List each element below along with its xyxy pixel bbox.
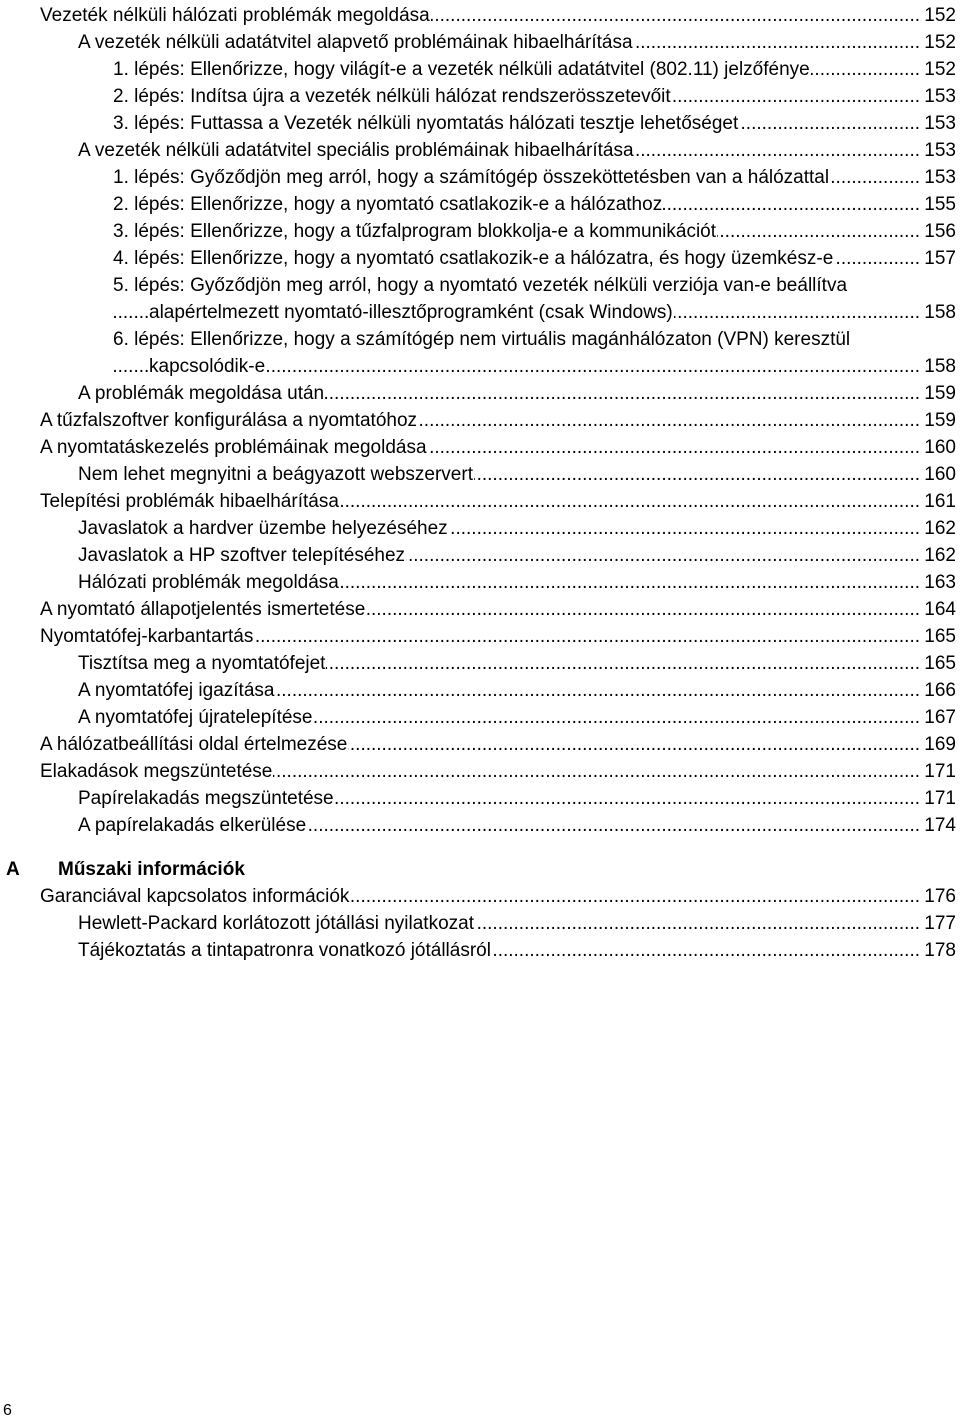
toc-entry-title: 2. lépés: Indítsa újra a vezeték nélküli hálózat rendszerösszetevőit <box>113 86 671 107</box>
toc-entry-page: 152 <box>923 29 956 56</box>
toc-entry-page: 171 <box>923 785 956 812</box>
toc-entry[interactable] <box>40 488 956 515</box>
toc-entry-page: 174 <box>923 812 956 839</box>
toc-entry-page: 153 <box>923 137 956 164</box>
toc-entry-title: 4. lépés: Ellenőrizze, hogy a nyomtató csatlakozik-e a hálózatra, és hogy üzemkész-e <box>113 248 834 269</box>
toc-entry[interactable] <box>113 272 956 326</box>
toc-entry[interactable] <box>40 2 956 29</box>
toc-entry-page: 164 <box>923 596 956 623</box>
toc-entry[interactable] <box>113 191 956 218</box>
toc-entry[interactable] <box>113 56 956 83</box>
toc-entry-title: A vezeték nélküli adatátvitel alapvető problémáinak hibaelhárítása <box>78 32 633 53</box>
toc-entry[interactable] <box>113 245 956 272</box>
toc-entry-page: 156 <box>923 218 956 245</box>
toc-entry[interactable] <box>113 83 956 110</box>
toc-entry[interactable] <box>78 704 956 731</box>
toc-entry-title: 2. lépés: Ellenőrizze, hogy a nyomtató csatlakozik-e a hálózathoz <box>113 194 663 215</box>
appendix-title: Műszaki információk <box>58 859 245 880</box>
toc-entry-page: 152 <box>923 2 956 29</box>
toc-entry-title: 3. lépés: Ellenőrizze, hogy a tűzfalprogram blokkolja-e a kommunikációt <box>113 221 717 242</box>
toc-entry-page: 176 <box>923 883 956 910</box>
toc-entry-page: 158 <box>923 353 956 380</box>
toc-entry-title: A nyomtatáskezelés problémáinak megoldása <box>40 437 427 458</box>
toc-entry-page: 159 <box>923 380 956 407</box>
toc-entry[interactable] <box>78 677 956 704</box>
toc-entry-page: 166 <box>923 677 956 704</box>
toc-main-list <box>40 2 956 839</box>
toc-entry-title: Tájékoztatás a tintapatronra vonatkozó jótállásról <box>78 940 491 961</box>
toc-entry-title: 3. lépés: Futtassa a Vezeték nélküli nyomtatás hálózati tesztje lehetőséget <box>113 113 739 134</box>
toc-entry-title: A problémák megoldása után <box>78 383 325 404</box>
toc-entry[interactable] <box>40 623 956 650</box>
toc-entry-page: 171 <box>923 758 956 785</box>
toc-entry-title: A papírelakadás elkerülése <box>78 815 307 836</box>
toc-entry-title: Vezeték nélküli hálózati problémák megoldása <box>40 5 430 26</box>
toc-entry[interactable] <box>78 650 956 677</box>
toc-entry-page: 155 <box>923 191 956 218</box>
toc-entry-page: 167 <box>923 704 956 731</box>
appendix-letter: A <box>6 859 20 880</box>
toc-entry-page: 169 <box>923 731 956 758</box>
page-number: 6 <box>3 1402 12 1419</box>
toc-entry-page: 160 <box>923 434 956 461</box>
toc-entry[interactable] <box>78 542 956 569</box>
toc-entry-page: 165 <box>923 623 956 650</box>
toc-entry-title: A hálózatbeállítási oldal értelmezése <box>40 734 348 755</box>
toc-entry[interactable] <box>113 218 956 245</box>
toc-entry[interactable] <box>78 785 956 812</box>
toc-entry-title: Telepítési problémák hibaelhárítása <box>40 491 339 512</box>
toc-entry-page: 153 <box>923 83 956 110</box>
toc-entry-page: 162 <box>923 515 956 542</box>
toc-entry[interactable] <box>40 731 956 758</box>
toc-entry-page: 160 <box>923 461 956 488</box>
toc-entry[interactable] <box>40 596 956 623</box>
toc-entry[interactable] <box>78 910 956 937</box>
toc-entry-title: Garanciával kapcsolatos információk <box>40 886 350 907</box>
toc-entry[interactable] <box>40 407 956 434</box>
toc-entry-title: Hálózati problémák megoldása <box>78 572 339 593</box>
toc-appendix-list <box>40 883 956 964</box>
toc-entry[interactable] <box>113 110 956 137</box>
toc-entry[interactable] <box>78 812 956 839</box>
table-of-contents <box>6 2 956 964</box>
toc-entry-title: A vezeték nélküli adatátvitel speciális problémáinak hibaelhárítása <box>78 140 634 161</box>
toc-entry-title: A nyomtatófej újratelepítése <box>78 707 313 728</box>
toc-entry-title: Elakadások megszüntetése <box>40 761 273 782</box>
toc-entry-title: 6. lépés: Ellenőrizze, hogy a számítógép nem virtuális magánhálózaton (VPN) keresztül kapcsolódik-e <box>113 329 851 377</box>
toc-entry-page: 153 <box>923 110 956 137</box>
toc-entry-page: 157 <box>923 245 956 272</box>
toc-entry[interactable] <box>78 137 956 164</box>
toc-entry-title: A nyomtatófej igazítása <box>78 680 275 701</box>
toc-entry-title: 5. lépés: Győződjön meg arról, hogy a nyomtató vezeték nélküli verziója van-e beállítva alapértelmezett nyomtató-illesztőprogramként (csak Windows) <box>113 275 848 323</box>
toc-entry-title: Hewlett-Packard korlátozott jótállási nyilatkozat <box>78 913 475 934</box>
toc-entry-page: 163 <box>923 569 956 596</box>
toc-entry[interactable] <box>78 937 956 964</box>
toc-entry-title: Tisztítsa meg a nyomtatófejet <box>78 653 326 674</box>
toc-entry-page: 153 <box>923 164 956 191</box>
toc-entry-page: 159 <box>923 407 956 434</box>
toc-entry-title: Papírelakadás megszüntetése <box>78 788 334 809</box>
toc-entry[interactable] <box>78 569 956 596</box>
toc-entry-title: A tűzfalszoftver konfigurálása a nyomtatóhoz <box>40 410 418 431</box>
toc-entry-page: 152 <box>923 56 956 83</box>
toc-entry-title: Javaslatok a hardver üzembe helyezéséhez <box>78 518 448 539</box>
toc-entry-page: 165 <box>923 650 956 677</box>
toc-entry-page: 177 <box>923 910 956 937</box>
toc-entry[interactable] <box>78 380 956 407</box>
toc-entry[interactable] <box>113 326 956 380</box>
toc-entry-title: Nem lehet megnyitni a beágyazott webszervert <box>78 464 473 485</box>
toc-entry-title: Javaslatok a HP szoftver telepítéséhez <box>78 545 406 566</box>
appendix-heading <box>6 856 956 883</box>
toc-entry-page: 162 <box>923 542 956 569</box>
toc-entry[interactable] <box>40 758 956 785</box>
toc-entry[interactable] <box>40 883 956 910</box>
toc-entry-page: 158 <box>923 299 956 326</box>
toc-entry-title: 1. lépés: Győződjön meg arról, hogy a számítógép összeköttetésben van a hálózattal <box>113 167 830 188</box>
toc-entry[interactable] <box>113 164 956 191</box>
toc-entry[interactable] <box>40 434 956 461</box>
toc-entry[interactable] <box>78 29 956 56</box>
toc-entry-page: 161 <box>923 488 956 515</box>
toc-entry[interactable] <box>78 515 956 542</box>
toc-entry-title: A nyomtató állapotjelentés ismertetése <box>40 599 366 620</box>
toc-entry[interactable] <box>78 461 956 488</box>
toc-entry-title: Nyomtatófej-karbantartás <box>40 626 254 647</box>
toc-entry-title: 1. lépés: Ellenőrizze, hogy világít-e a vezeték nélküli adatátvitel (802.11) jelzőfénye <box>113 59 810 80</box>
toc-entry-page: 178 <box>923 937 956 964</box>
